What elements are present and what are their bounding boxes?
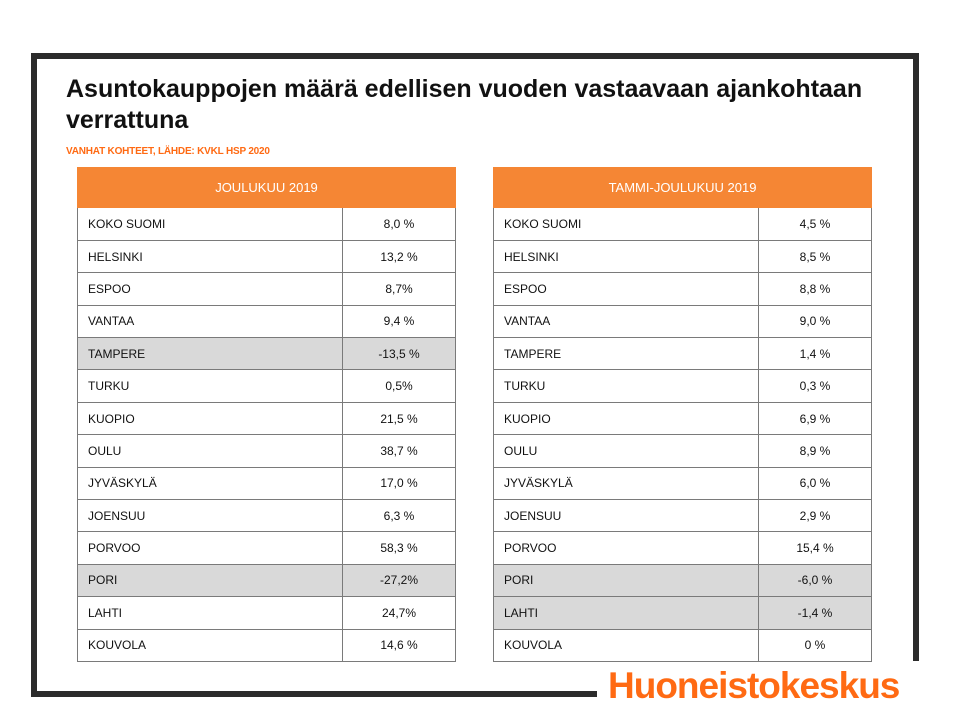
value-cell: 8,8 % bbox=[759, 273, 872, 305]
table-row bbox=[494, 597, 872, 629]
data-table bbox=[77, 208, 456, 662]
table-body bbox=[494, 208, 872, 661]
value-cell: 14,6 % bbox=[343, 629, 456, 661]
value-cell: 2,9 % bbox=[759, 500, 872, 532]
city-cell: KUOPIO bbox=[494, 402, 759, 434]
city-cell: KUOPIO bbox=[78, 402, 343, 434]
slide-title: Asuntokauppojen määrä edellisen vuoden vastaavaan ajankohtaan verrattuna bbox=[66, 75, 863, 134]
city-cell: KOKO SUOMI bbox=[494, 208, 759, 240]
table-row bbox=[78, 435, 456, 467]
value-cell: -13,5 % bbox=[343, 338, 456, 370]
frame-bottom-border bbox=[31, 691, 597, 697]
city-cell: JYVÄSKYLÄ bbox=[494, 467, 759, 499]
table-row bbox=[494, 338, 872, 370]
value-cell: 6,0 % bbox=[759, 467, 872, 499]
value-cell: -1,4 % bbox=[759, 597, 872, 629]
city-cell: JOENSUU bbox=[494, 500, 759, 532]
city-cell: JYVÄSKYLÄ bbox=[78, 467, 343, 499]
table-december-2019 bbox=[77, 167, 456, 662]
table-row bbox=[494, 532, 872, 564]
table-header: TAMMI-JOULUKUU 2019 bbox=[493, 167, 872, 208]
table-row bbox=[494, 370, 872, 402]
frame-top-border bbox=[31, 53, 919, 59]
table-body bbox=[78, 208, 456, 661]
value-cell: 9,4 % bbox=[343, 305, 456, 337]
city-cell: ESPOO bbox=[78, 273, 343, 305]
city-cell: LAHTI bbox=[494, 597, 759, 629]
city-cell: TURKU bbox=[78, 370, 343, 402]
city-cell: KOUVOLA bbox=[78, 629, 343, 661]
table-row bbox=[494, 629, 872, 661]
value-cell: 9,0 % bbox=[759, 305, 872, 337]
value-cell: 21,5 % bbox=[343, 402, 456, 434]
city-cell: JOENSUU bbox=[78, 500, 343, 532]
table-row bbox=[78, 500, 456, 532]
city-cell: KOUVOLA bbox=[494, 629, 759, 661]
table-header: JOULUKUU 2019 bbox=[77, 167, 456, 208]
table-row bbox=[78, 370, 456, 402]
table-row bbox=[78, 402, 456, 434]
city-cell: TAMPERE bbox=[78, 338, 343, 370]
value-cell: 8,0 % bbox=[343, 208, 456, 240]
value-cell: 0,5% bbox=[343, 370, 456, 402]
table-row bbox=[78, 564, 456, 596]
value-cell: 58,3 % bbox=[343, 532, 456, 564]
value-cell: 0 % bbox=[759, 629, 872, 661]
city-cell: OULU bbox=[78, 435, 343, 467]
city-cell: PORVOO bbox=[78, 532, 343, 564]
city-cell: ESPOO bbox=[494, 273, 759, 305]
city-cell: LAHTI bbox=[78, 597, 343, 629]
value-cell: 15,4 % bbox=[759, 532, 872, 564]
value-cell: 6,9 % bbox=[759, 402, 872, 434]
value-cell: 8,7% bbox=[343, 273, 456, 305]
table-row bbox=[78, 597, 456, 629]
table-row bbox=[494, 240, 872, 272]
value-cell: 8,5 % bbox=[759, 240, 872, 272]
value-cell: 38,7 % bbox=[343, 435, 456, 467]
city-cell: PORI bbox=[78, 564, 343, 596]
table-row bbox=[494, 208, 872, 240]
table-row bbox=[494, 305, 872, 337]
table-row bbox=[494, 467, 872, 499]
table-row bbox=[78, 273, 456, 305]
value-cell: 1,4 % bbox=[759, 338, 872, 370]
table-row bbox=[494, 500, 872, 532]
table-row bbox=[494, 435, 872, 467]
value-cell: 4,5 % bbox=[759, 208, 872, 240]
table-row bbox=[78, 208, 456, 240]
table-row bbox=[78, 305, 456, 337]
value-cell: 24,7% bbox=[343, 597, 456, 629]
city-cell: TAMPERE bbox=[494, 338, 759, 370]
city-cell: OULU bbox=[494, 435, 759, 467]
city-cell: TURKU bbox=[494, 370, 759, 402]
value-cell: 8,9 % bbox=[759, 435, 872, 467]
data-table bbox=[493, 208, 872, 662]
city-cell: PORI bbox=[494, 564, 759, 596]
frame-left-border bbox=[31, 53, 37, 697]
table-row bbox=[494, 273, 872, 305]
value-cell: 13,2 % bbox=[343, 240, 456, 272]
table-row bbox=[78, 532, 456, 564]
city-cell: VANTAA bbox=[78, 305, 343, 337]
value-cell: 0,3 % bbox=[759, 370, 872, 402]
value-cell: -6,0 % bbox=[759, 564, 872, 596]
city-cell: HELSINKI bbox=[78, 240, 343, 272]
value-cell: -27,2% bbox=[343, 564, 456, 596]
frame-right-border bbox=[913, 53, 919, 661]
table-row bbox=[78, 338, 456, 370]
table-row bbox=[494, 564, 872, 596]
slide-subtitle: VANHAT KOHTEET, LÄHDE: KVKL HSP 2020 bbox=[66, 146, 270, 157]
table-jan-dec-2019 bbox=[493, 167, 872, 662]
table-row bbox=[78, 629, 456, 661]
value-cell: 17,0 % bbox=[343, 467, 456, 499]
huoneistokeskus-logo: Huoneistokeskus bbox=[608, 665, 900, 706]
city-cell: KOKO SUOMI bbox=[78, 208, 343, 240]
value-cell: 6,3 % bbox=[343, 500, 456, 532]
table-row bbox=[78, 467, 456, 499]
city-cell: PORVOO bbox=[494, 532, 759, 564]
table-row bbox=[494, 402, 872, 434]
city-cell: VANTAA bbox=[494, 305, 759, 337]
city-cell: HELSINKI bbox=[494, 240, 759, 272]
table-row bbox=[78, 240, 456, 272]
